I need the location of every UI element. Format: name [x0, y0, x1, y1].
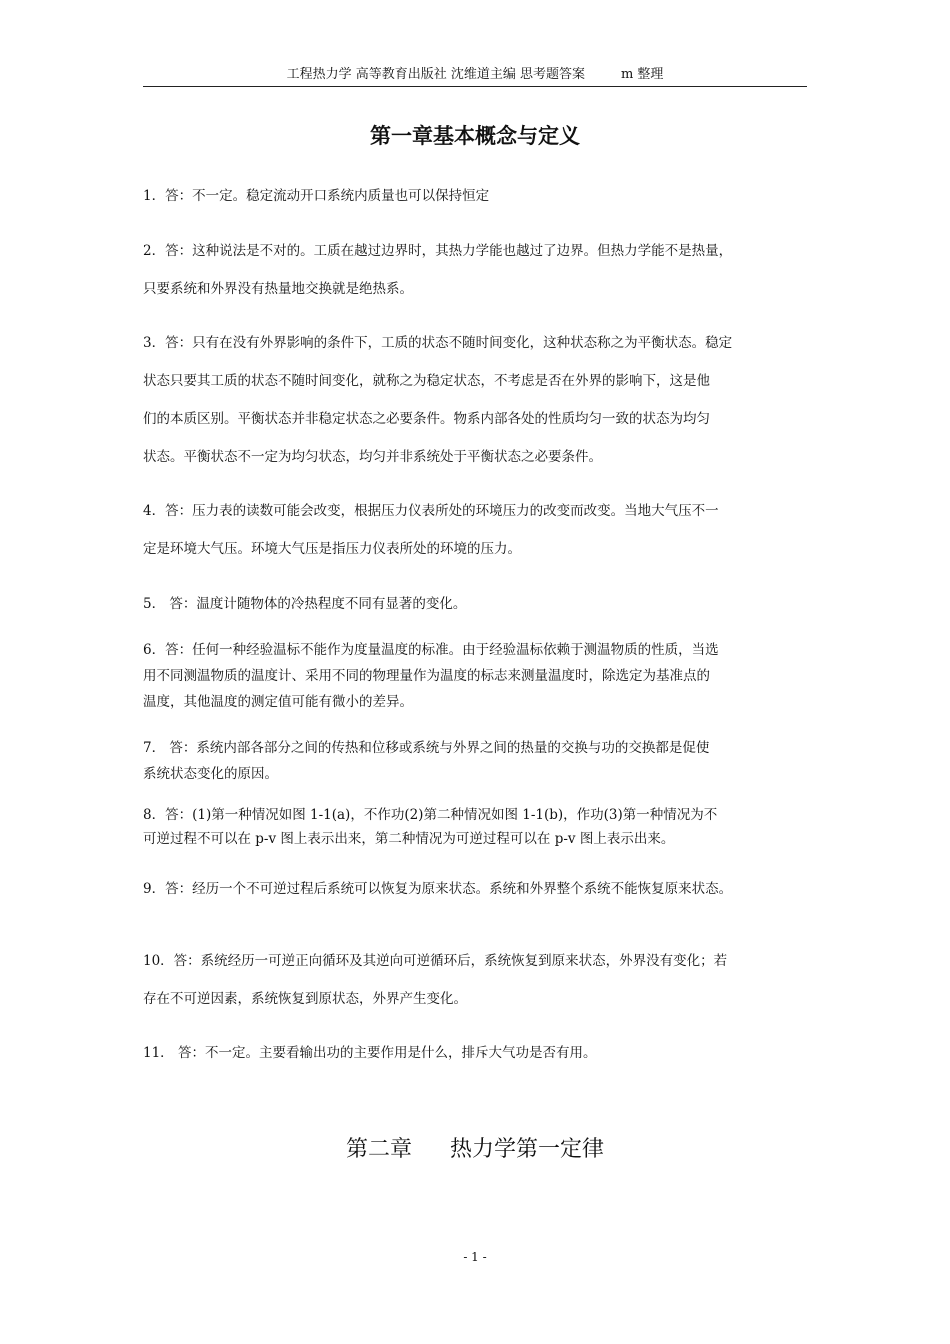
answer-line: 状态只要其工质的状态不随时间变化，就称之为稳定状态，不考虑是否在外界的影响下，这是他	[143, 373, 710, 389]
answer-line: 可逆过程不可以在 p-v 图上表示出来，第二种情况为可逆过程可以在 p-v 图上表示出来。	[143, 831, 675, 847]
answer-line: 1．答：不一定。稳定流动开口系统内质量也可以保持恒定	[143, 188, 490, 204]
answer-line: 2．答：这种说法是不对的。工质在越过边界时，其热力学能也越过了边界。但热力学能不是热量，	[143, 243, 733, 259]
answer-line: 用不同测温物质的温度计、采用不同的物理量作为温度的标志来测量温度时，除选定为基准点的	[143, 668, 710, 684]
answer-7	[143, 735, 807, 787]
header-title: 工程热力学 高等教育出版社 沈维道主编 思考题答案	[286, 67, 585, 82]
answer-line: 系统状态变化的原因。	[143, 766, 278, 782]
answer-8	[143, 803, 807, 851]
chapter2-title: 热力学第一定律	[450, 1137, 605, 1162]
chapter1-title: 第一章基本概念与定义	[370, 124, 580, 148]
answer-6	[143, 637, 807, 715]
answer-line: 只要系统和外界没有热量地交换就是绝热系。	[143, 281, 413, 297]
answer-line: 5． 答：温度计随物体的冷热程度不同有显著的变化。	[143, 596, 467, 612]
answer-line: 8．答：(1)第一种情况如图 1-1(a)，不作功(2)第二种情况如图 1-1(b)，作功(3)第一种情况为不	[143, 807, 718, 823]
answer-line: 存在不可逆因素，系统恢复到原状态，外界产生变化。	[143, 991, 467, 1007]
answer-2	[143, 232, 807, 308]
chapter2-label: 第二章	[345, 1137, 412, 1162]
answer-3	[143, 324, 807, 476]
answer-5	[143, 591, 807, 617]
answer-9	[143, 876, 807, 902]
answer-line: 7． 答：系统内部各部分之间的传热和位移或系统与外界之间的热量的交换与功的交换都是促使	[143, 740, 710, 756]
answer-line: 们的本质区别。平衡状态并非稳定状态之必要条件。物系内部各处的性质均匀一致的状态为均匀	[143, 411, 710, 427]
answer-11	[143, 1040, 807, 1066]
answer-line: 3．答：只有在没有外界影响的条件下，工质的状态不随时间变化，这种状态称之为平衡状态。稳定	[143, 335, 733, 351]
answer-10	[143, 942, 807, 1018]
answer-line: 10．答：系统经历一可逆正向循环及其逆向可逆循环后，系统恢复到原来状态，外界没有变化；若	[143, 953, 728, 969]
page-number: - 1 -	[463, 1250, 487, 1264]
answer-line: 6．答：任何一种经验温标不能作为度量温度的标准。由于经验温标依赖于测温物质的性质，当选	[143, 642, 719, 658]
chapter2-heading	[143, 1132, 807, 1163]
answer-line: 9．答：经历一个不可逆过程后系统可以恢复为原来状态。系统和外界整个系统不能恢复原来状态。	[143, 881, 733, 897]
answer-line: 4．答：压力表的读数可能会改变，根据压力仪表所处的环境压力的改变而改变。当地大气压不一	[143, 503, 719, 519]
answer-1	[143, 183, 807, 209]
header-organizer: m 整理	[620, 67, 664, 82]
page-header	[143, 66, 807, 87]
answer-line: 11． 答：不一定。主要看输出功的主要作用是什么，排斥大气功是否有用。	[143, 1045, 597, 1061]
answer-4	[143, 492, 807, 568]
answer-line: 状态。平衡状态不一定为均匀状态，均匀并非系统处于平衡状态之必要条件。	[143, 449, 602, 465]
answer-line: 定是环境大气压。环境大气压是指压力仪表所处的环境的压力。	[143, 541, 521, 557]
answer-line: 温度，其他温度的测定值可能有微小的差异。	[143, 694, 413, 710]
